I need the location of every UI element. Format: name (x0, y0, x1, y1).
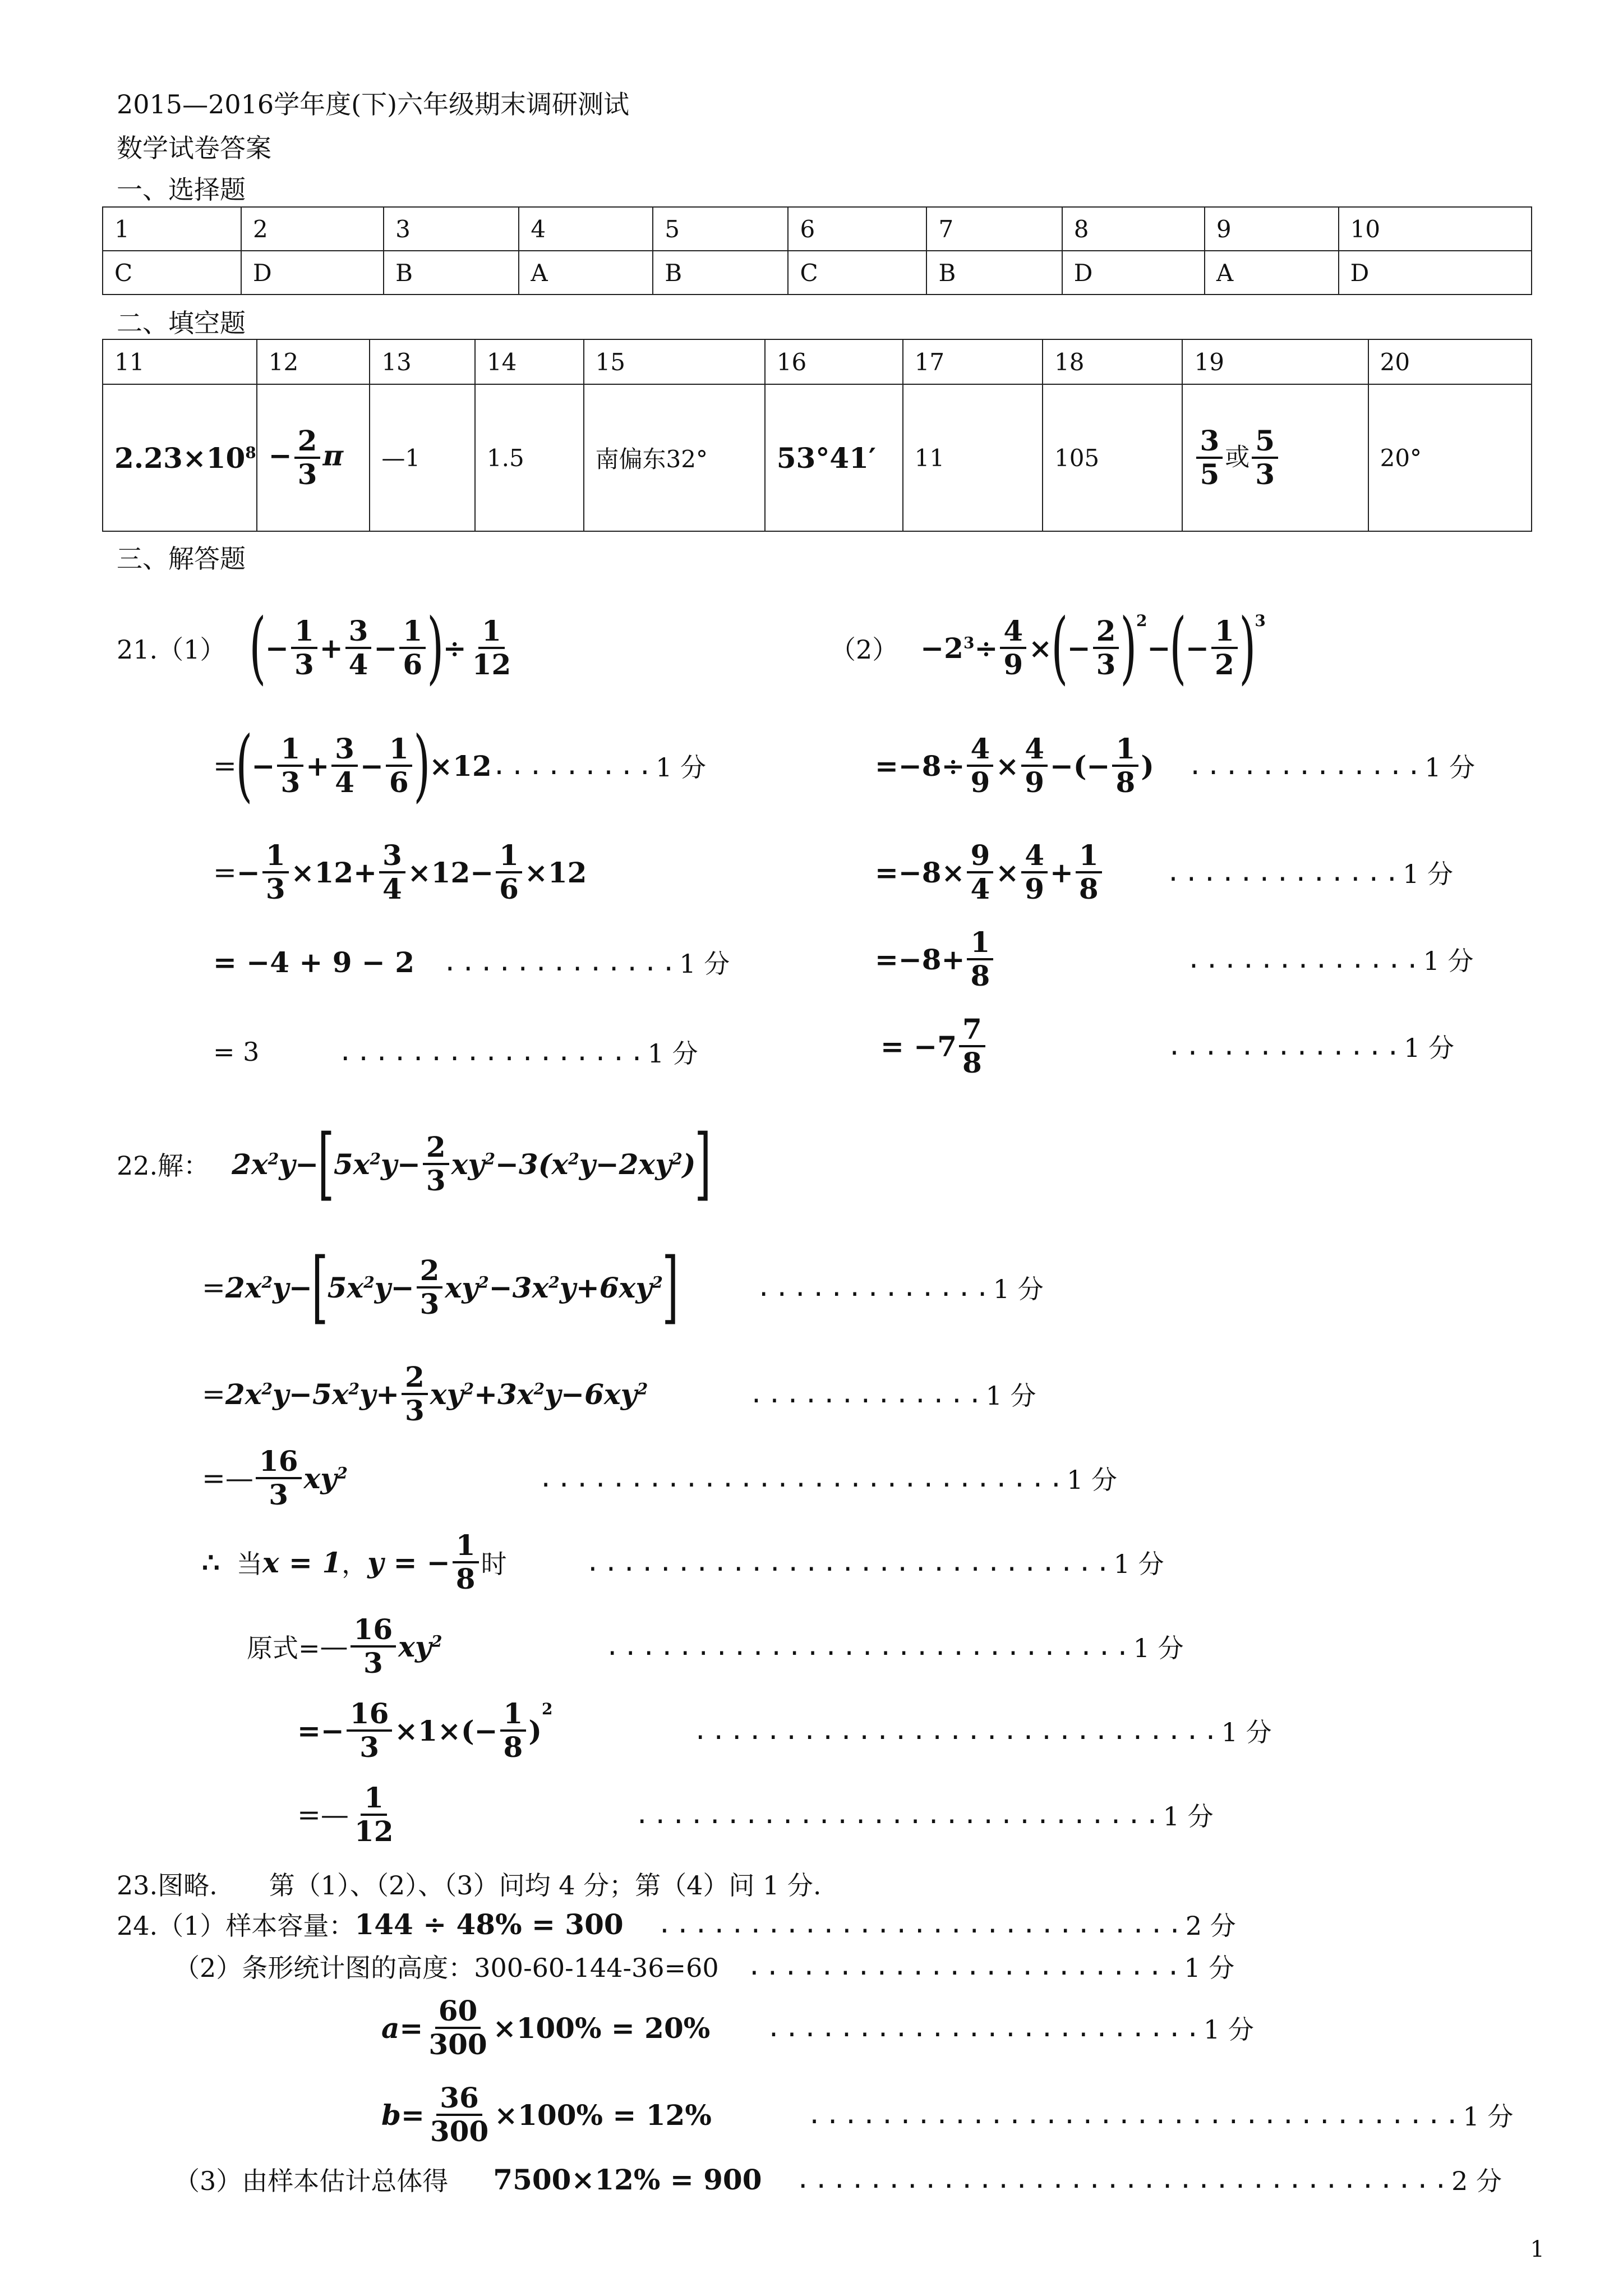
choice-answer: B (926, 251, 1062, 295)
q21-1-answer: = 3 (213, 1037, 260, 1067)
fill-answer-12-pi: π (322, 439, 344, 472)
q24-a-num: 60 (435, 1996, 481, 2030)
q22-when-end: 时 (481, 1549, 507, 1579)
q21-1-step1: = ( − $\frac{1}{3}$ + $\frac{3}{4}$ − $\frac{1}{6}$ ) ×12 ......... 1 分 (213, 720, 707, 811)
q22-orig: 原式= — $\frac{16}{3}$ $xy^2$ ............................. 1 分 (247, 1612, 1184, 1680)
score-label: 1 分 (993, 1274, 1044, 1304)
score-label: 1 分 (1163, 1801, 1214, 1832)
q21-1-step2: = − $\frac{1}{3}$ ×12+ $\frac{3}{4}$ ×12− $\frac{1}{6}$ ×12 (213, 838, 587, 905)
q24-a-rest: ×100% = 20% (492, 2011, 711, 2045)
fill-answer-19 (1182, 384, 1368, 531)
score-label: 1 分 (1403, 859, 1453, 889)
choice-answer: B (653, 251, 788, 295)
fill-answer-19-den2: 3 (1255, 458, 1275, 491)
choice-num: 10 (1339, 207, 1532, 251)
fill-answer-12-num: 2 (294, 426, 321, 459)
fill-answer-16: 53°41′ (765, 384, 903, 531)
section-solve-heading: 三、解答题 (117, 544, 246, 574)
q22-step3: =— $\frac{16}{3}$ $xy^2$ ............................. 1 分 (202, 1444, 1117, 1511)
choice-num: 8 (1062, 207, 1205, 251)
q24-b-score: 1 分 (1463, 2101, 1514, 2132)
q22-orig-label: 原式= (247, 1633, 320, 1663)
q24-part1: 24.（1）样本容量： 144 ÷ 48% = 300 ............................. 2 分 (117, 1902, 1236, 1947)
choice-answer: A (519, 251, 653, 295)
q22-when: 当 (236, 1549, 262, 1579)
choice-num: 3 (384, 207, 519, 251)
page-title: 2015—2016学年度(下)六年级期末调研测试 (117, 89, 630, 119)
fill-num: 17 (903, 339, 1043, 384)
fill-answer-13: —1 (370, 384, 475, 531)
q24-b-calc: b = $\frac{36}{300}$ ×100% = 12% .................................... 1 分 (381, 2081, 1514, 2148)
q22-problem: 22.解： $2x^2y-$ [ $5x^2y-$ $\frac{2}{3}$ $xy^2-3(x^2y-2xy^2)$ ] (117, 1118, 712, 1209)
q24-part1-score: 2 分 (1185, 1911, 1236, 1941)
choice-answer: C (103, 251, 241, 295)
score-label: 1 分 (656, 752, 707, 783)
q24-part3-label: （3）由样本估计总体得 (174, 2166, 449, 2196)
score-label: 1 分 (1404, 1033, 1455, 1063)
choice-num: 1 (103, 207, 241, 251)
fill-answer-14: 1.5 (475, 384, 584, 531)
q22-step2: = $2x^2y-5x^2y+$ $\frac{2}{3}$ $xy^2+3x^2y-6xy^2$ ............. 1 分 (202, 1360, 1036, 1427)
score-label: 1 分 (1424, 752, 1476, 783)
choice-num: 2 (241, 207, 384, 251)
q24-b-lhs: b (381, 2098, 401, 2132)
q22-label: 22.解： (117, 1151, 210, 1181)
q24-part3-score: 2 分 (1451, 2166, 1502, 2196)
q21-1-step3: = −4 + 9 − 2 ............. 1 分 (213, 937, 730, 987)
score-label: 1 分 (985, 1381, 1036, 1411)
q21-2-step2: =−8× $\frac{9}{4}$ × $\frac{4}{9}$ + $\frac{1}{8}$ ............. 1 分 (875, 838, 1453, 905)
fill-answer-11-exp: 8 (245, 443, 256, 462)
choice-num: 9 (1205, 207, 1339, 251)
fill-num: 13 (370, 339, 475, 384)
q22-substitution: ∴ 当 x = 1 ， y = − $\frac{1}{8}$ 时 ............................. 1 分 (202, 1528, 1164, 1595)
score-label: 1 分 (1221, 1717, 1272, 1747)
fill-answer-11 (103, 384, 257, 531)
q21-label: 21.（1） (117, 634, 226, 665)
q23-text: 23.图略. 第（1）、（2）、（3）问均 4 分；第（4）问 1 分. (117, 1870, 822, 1901)
q24-b-den: 300 (430, 2115, 489, 2148)
q22-step1: = $2x^2y-$ [ $5x^2y-$ $\frac{2}{3}$ $xy^2-3x^2y+6xy^2$ ] ............. 1 分 (202, 1241, 1044, 1333)
fill-num: 20 (1368, 339, 1532, 384)
choice-answer-table (102, 206, 1532, 295)
q24-a-calc: a = $\frac{60}{300}$ ×100% = 20% ........................ 1 分 (381, 1994, 1254, 2061)
fill-answer-17: 11 (903, 384, 1043, 531)
q22-eval1: =− $\frac{16}{3}$ ×1×(− $\frac{1}{8}$ ) 2 ............................. 1 分 (297, 1696, 1272, 1764)
q24-part2-score: 1 分 (1184, 1953, 1235, 1983)
choice-answer: D (1062, 251, 1205, 295)
fill-answer-12-sign: − (268, 439, 292, 472)
fill-answer-12-den: 3 (297, 458, 317, 491)
q24-part2-label: （2）条形统计图的高度：300-60-144-36=60 (174, 1953, 719, 1983)
q24-a-score: 1 分 (1204, 2014, 1254, 2045)
choice-num: 6 (788, 207, 926, 251)
fill-answer-19-num2: 5 (1252, 426, 1278, 459)
fill-answer-19-num1: 3 (1196, 426, 1223, 459)
fill-num: 19 (1182, 339, 1368, 384)
choice-answer: D (1339, 251, 1532, 295)
q21-1-problem: 21.（1） ( − $\frac{1}{3}$ + $\frac{3}{4}$ − $\frac{1}{6}$ ) ÷ $\frac{1}{12}$ (117, 602, 511, 693)
q21-2-label: （2） (830, 634, 898, 665)
q21-2-result: = −7 $\frac{7}{8}$ ............. 1 分 (880, 1012, 1455, 1079)
fill-num: 11 (103, 339, 257, 384)
score-label: 1 分 (647, 1038, 698, 1069)
q24-part3: （3）由样本估计总体得 7500×12% = 900 .................................... 2 分 (174, 2157, 1502, 2202)
q24-part2: （2）条形统计图的高度：300-60-144-36=60 ........................ 1 分 (174, 1944, 1234, 1989)
q24-b-num: 36 (436, 2083, 482, 2116)
fill-num: 14 (475, 339, 584, 384)
section-choice-heading: 一、选择题 (117, 174, 246, 205)
q24-part1-label: 24.（1）样本容量： (117, 1911, 355, 1941)
fill-num: 16 (765, 339, 903, 384)
fill-answer-12 (257, 384, 370, 531)
fill-num: 15 (584, 339, 765, 384)
choice-answer: B (384, 251, 519, 295)
choice-answer: D (241, 251, 384, 295)
page-subtitle: 数学试卷答案 (117, 133, 271, 163)
fill-answer-11-base: 2.23×10 (114, 441, 246, 475)
choice-num: 7 (926, 207, 1062, 251)
fill-answer-18: 105 (1043, 384, 1182, 531)
q24-part3-expr: 7500×12% = 900 (493, 2162, 762, 2196)
score-label: 1 分 (1113, 1549, 1164, 1579)
fill-num: 18 (1043, 339, 1182, 384)
q24-a-lhs: a (381, 2011, 400, 2045)
q21-2-step3: =−8+ $\frac{1}{8}$ ............. 1 分 (875, 925, 1474, 992)
page-number: 1 (1530, 2237, 1544, 2262)
q21-2-problem: （2） $-2^3\div$ $\frac{4}{9}$ × ( − $\frac{2}{3}$ ) 2 − ( − $\frac{1}{2}$ ) 3 (830, 602, 1266, 693)
choice-num: 4 (519, 207, 653, 251)
q24-b-rest: ×100% = 12% (494, 2098, 712, 2132)
choice-num: 5 (653, 207, 788, 251)
score-label: 1 分 (679, 949, 730, 979)
fill-answer-20: 20° (1368, 384, 1532, 531)
fill-answer-table (102, 339, 1532, 532)
fill-answer-19-den1: 5 (1200, 458, 1220, 491)
score-label: 1 分 (1067, 1465, 1117, 1495)
q21-1-result: = 3 ................. 1 分 (213, 1027, 698, 1077)
q24-part1-expr: 144 ÷ 48% = 300 (354, 1907, 624, 1941)
score-label: 1 分 (1423, 946, 1474, 976)
q24-a-den: 300 (428, 2028, 487, 2061)
section-fill-heading: 二、填空题 (117, 308, 246, 338)
choice-answer: A (1205, 251, 1339, 295)
fill-num: 12 (257, 339, 370, 384)
fill-answer-15: 南偏东32° (584, 384, 765, 531)
q22-eval2: =— $\frac{1}{12}$ ............................. 1 分 (297, 1780, 1214, 1848)
score-label: 1 分 (1133, 1633, 1184, 1663)
fill-answer-19-or: 或 (1225, 443, 1250, 471)
choice-answer: C (788, 251, 926, 295)
q21-2-step1: =−8÷ $\frac{4}{9}$ × $\frac{4}{9}$ −(− $\frac{1}{8}$ ) ............. 1 分 (875, 731, 1476, 799)
